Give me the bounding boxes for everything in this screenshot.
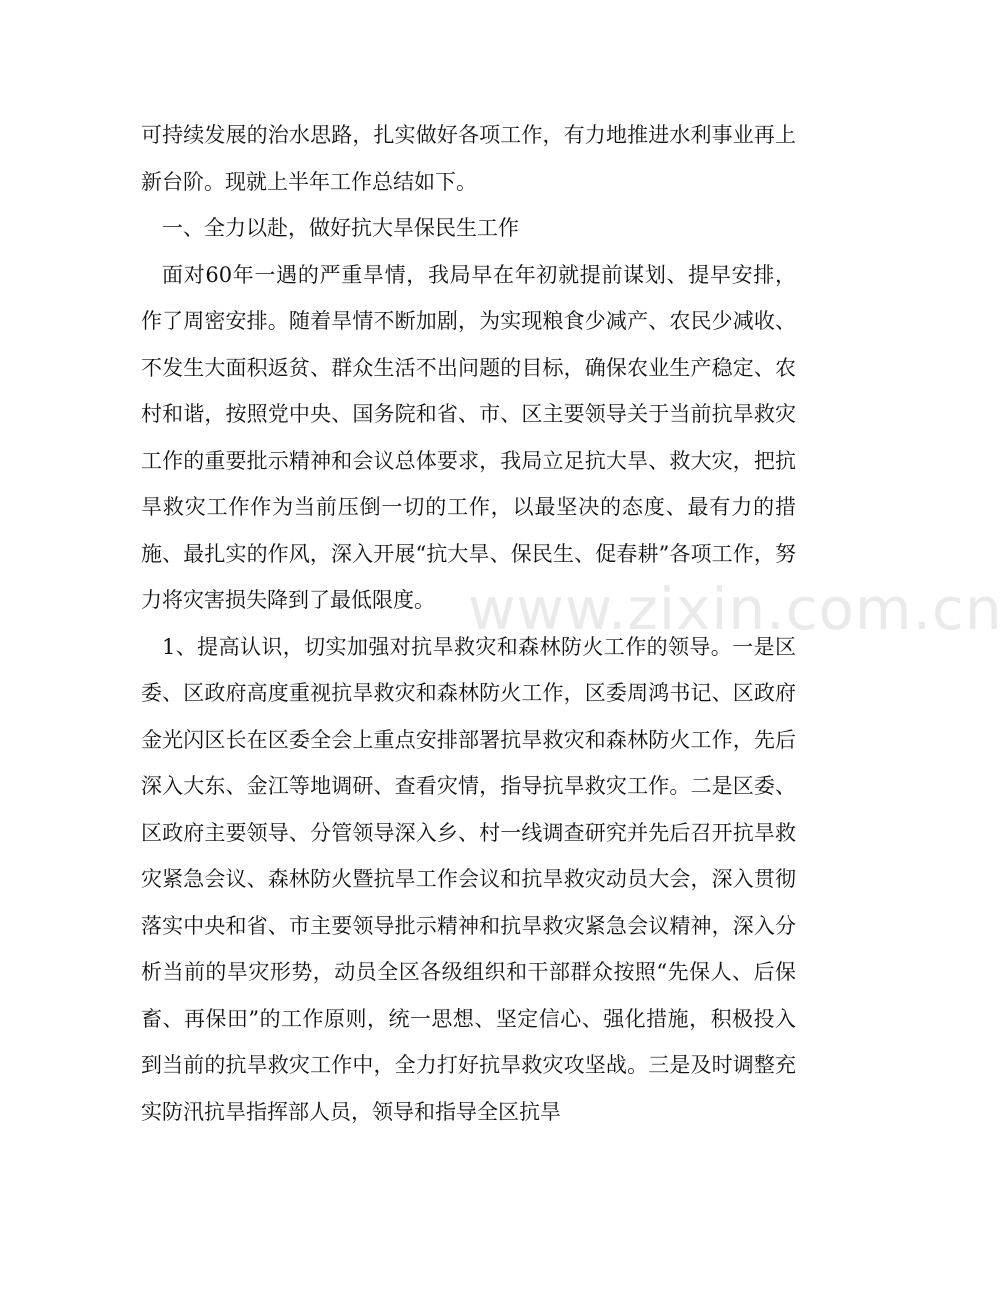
watermark: www.zixin.com.cn [468, 575, 1003, 643]
document-body [141, 112, 796, 1135]
paragraph-leadership: 1、提高认识，切实加强对抗旱救灾和森林防火工作的领导。一是区委、区政府高度重视抗旱救灾和森林防火工作，区委周鸿书记、区政府金光闪区长在区委全会上重点安排部署抗旱救灾和森林防火工作，先后深入大东、金江等地调研、查看灾情，指导抗旱救灾工作。二是区委、区政府主要领导、分管领导深入乡、村一线调查研究并先后召开抗旱救灾紧急会议、森林防火暨抗旱工作会议和抗旱救灾动员大会，深入贯彻落实中央和省、市主要领导批示精神和抗旱救灾紧急会议精神，深入分析当前的旱灾形势，动员全区各级组织和干部群众按照“先保人、后保畜、再保田”的工作原则，统一思想、坚定信心、强化措施，积极投入到当前的抗旱救灾工作中，全力打好抗旱救灾攻坚战。三是及时调整充实防汛抗旱指挥部人员，领导和指导全区抗旱 [141, 634, 796, 1124]
section-heading: 一、全力以赴，做好抗大旱保民生工作 [162, 216, 519, 240]
paragraph-continuation: 可持续发展的治水思路，扎实做好各项工作，有力地推进水利事业再上新台阶。现就上半年工作总结如下。 [141, 123, 796, 194]
paragraph-drought-overview: 面对60年一遇的严重旱情，我局早在年初就提前谋划、提早安排，作了周密安排。随着旱情不断加剧，为实现粮食少减产、农民少减收、不发生大面积返贫、群众生活不出问题的目标，确保农业生产稳定、农村和谐，按照党中央、国务院和省、市、区主要领导关于当前抗旱救灾工作的重要批示精神和会议总体要求，我局立足抗大旱、救大灾，把抗旱救灾工作作为当前压倒一切的工作，以最坚决的态度、最有力的措施、最扎实的作风，深入开展“抗大旱、保民生、促春耕”各项工作，努力将灾害损失降到了最低限度。 [141, 262, 796, 612]
